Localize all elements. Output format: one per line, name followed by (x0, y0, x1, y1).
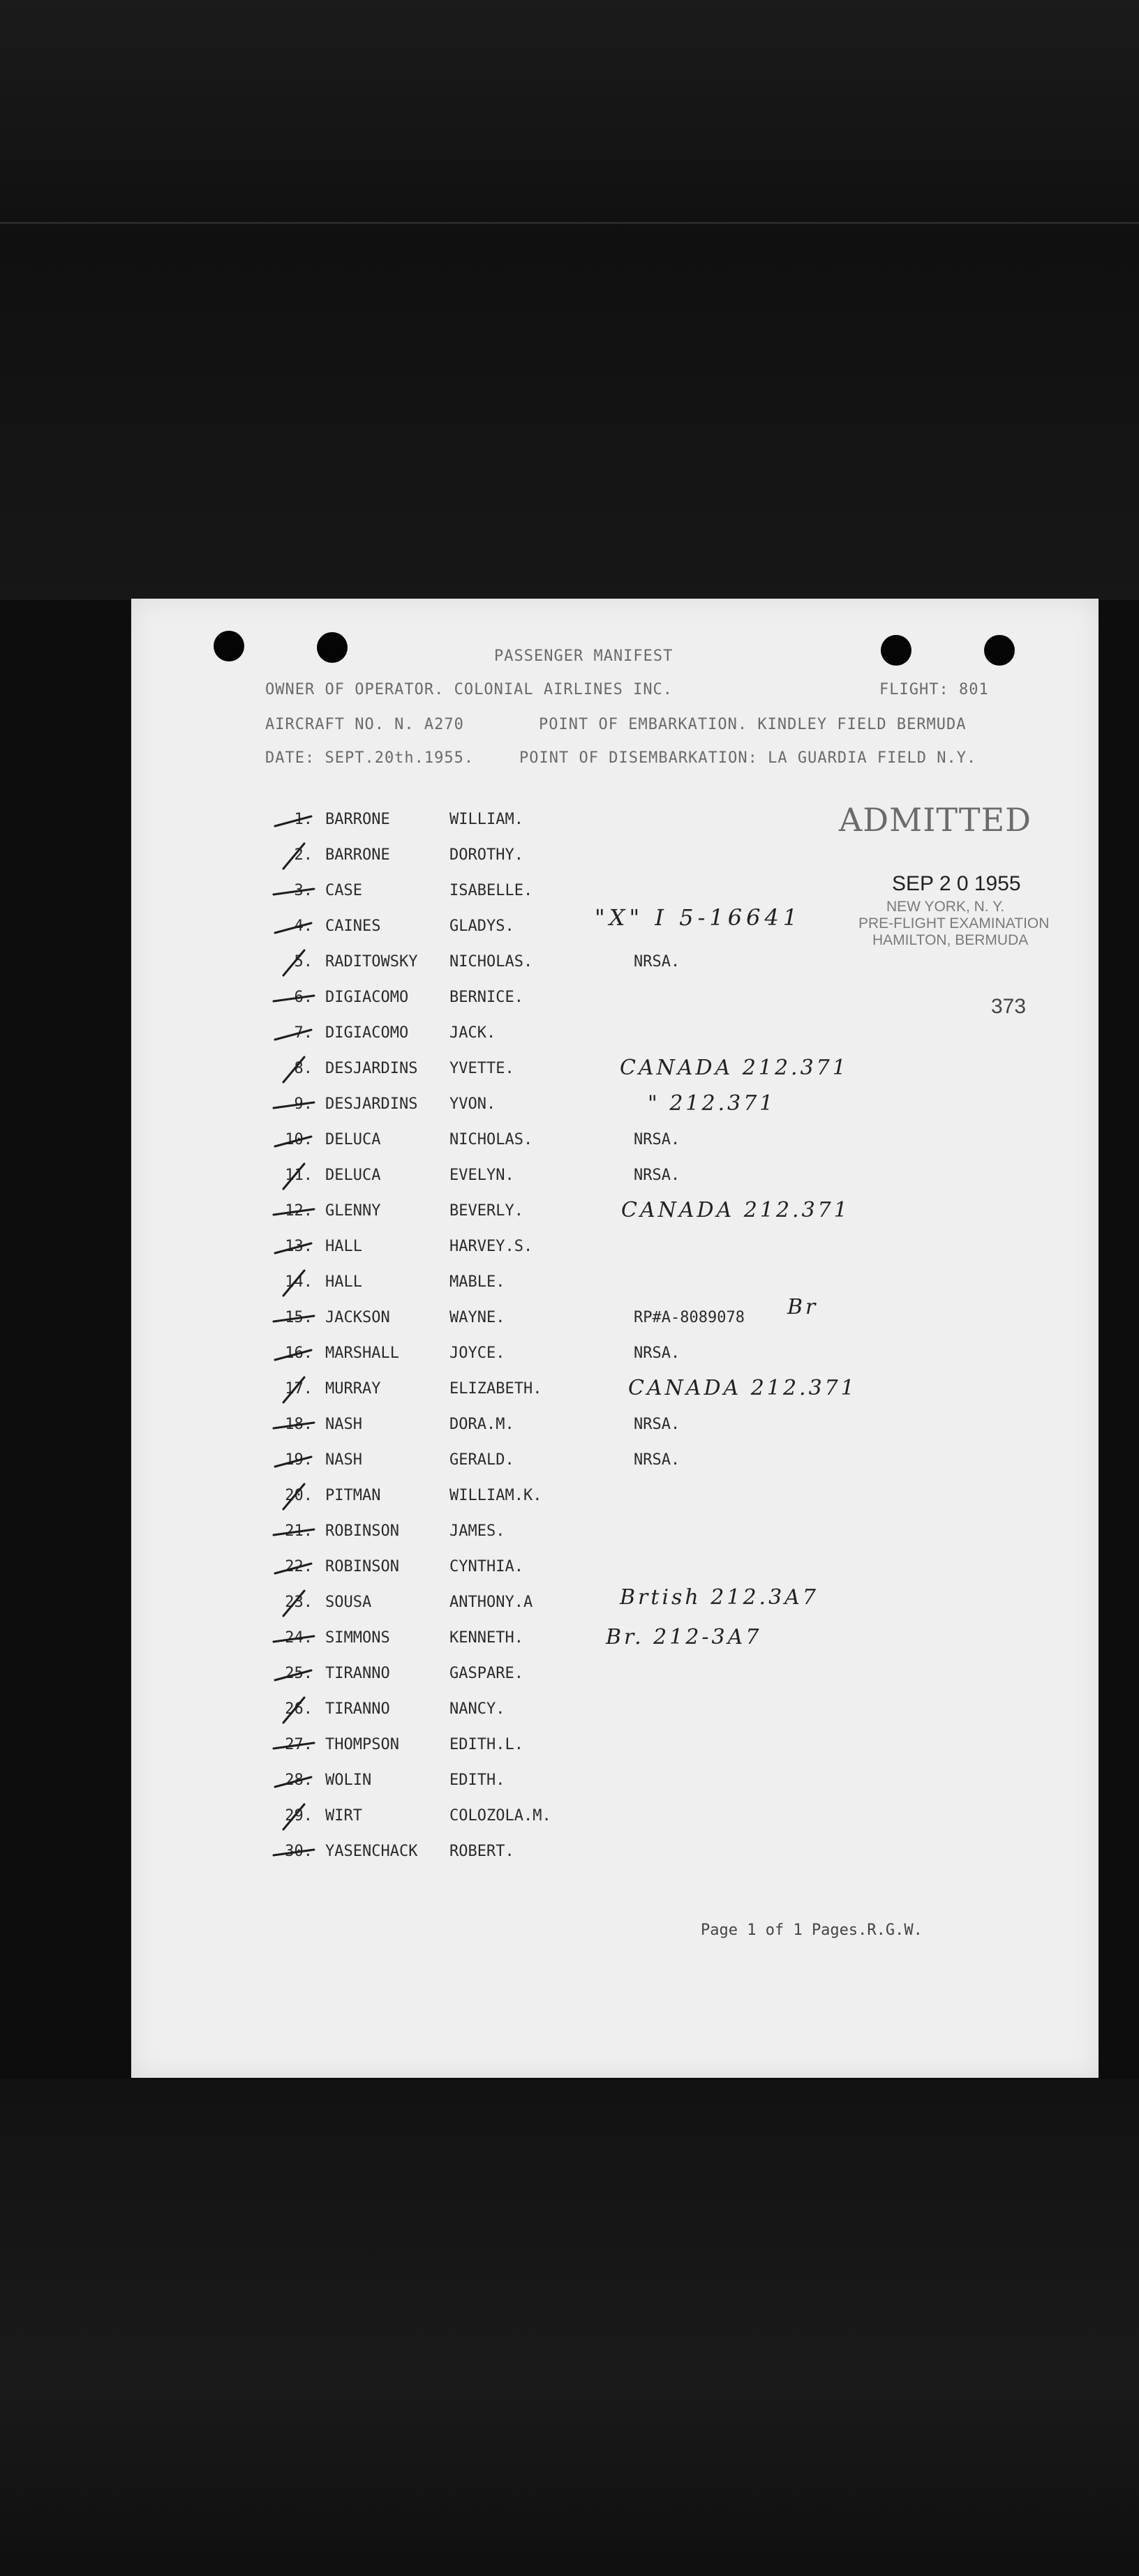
passenger-row (131, 1091, 1099, 1119)
passenger-number: 27. (285, 1736, 313, 1753)
passenger-row (131, 1585, 1099, 1617)
check-slash-mark (269, 1090, 318, 1121)
passenger-note: NRSA. (634, 1416, 680, 1433)
passenger-note: NRSA. (634, 1345, 680, 1362)
passenger-given-name: GASPARE. (449, 1665, 523, 1682)
handwritten-note: Brtish 212.3A7 (620, 1585, 819, 1610)
passenger-row (131, 1411, 1099, 1439)
passenger-given-name: WILLIAM. (449, 811, 523, 828)
date-line: DATE: SEPT.20th.1955. (265, 749, 475, 767)
passenger-given-name: JACK. (449, 1024, 496, 1042)
passenger-row (131, 1198, 1099, 1226)
passenger-number: 25. (285, 1665, 313, 1682)
manifest-page (131, 599, 1099, 2078)
passenger-number: 10. (285, 1131, 313, 1148)
check-slash-mark (269, 948, 318, 978)
passenger-surname: WOLIN (325, 1772, 372, 1789)
check-slash-mark (269, 1410, 318, 1441)
passenger-row (131, 1696, 1099, 1724)
passenger-row (131, 1056, 1099, 1084)
passenger-row (131, 1447, 1099, 1475)
passenger-row (131, 1376, 1099, 1404)
disembarkation-line: POINT OF DISEMBARKATION: LA GUARDIA FIELD N.Y. (519, 749, 977, 767)
aircraft-line: AIRCRAFT NO. N. A270 (265, 716, 464, 733)
passenger-number: 21. (285, 1522, 313, 1540)
passenger-given-name: WAYNE. (449, 1309, 505, 1326)
passenger-surname: DIGIACOMO (325, 1024, 409, 1042)
check-slash-mark (269, 1766, 318, 1797)
passenger-surname: GLENNY (325, 1202, 381, 1220)
passenger-row (131, 1732, 1099, 1760)
passenger-given-name: MABLE. (449, 1273, 505, 1291)
passenger-note: NRSA. (634, 1167, 680, 1184)
check-slash-mark (269, 876, 318, 907)
passenger-row (131, 1661, 1099, 1688)
check-slash-mark (269, 1659, 318, 1690)
punch-hole (881, 635, 911, 666)
passenger-surname: SOUSA (325, 1594, 372, 1611)
film-band-bottom (0, 2079, 1139, 2576)
stamp-date: SEP 2 0 1955 (892, 872, 1021, 895)
passenger-surname: CAINES (325, 918, 381, 935)
check-slash-mark (269, 983, 318, 1014)
passenger-given-name: YVON. (449, 1095, 496, 1113)
passenger-surname: NASH (325, 1416, 362, 1433)
check-slash-mark (269, 912, 318, 943)
passenger-number: 7. (294, 1024, 313, 1042)
passenger-given-name: EDITH.L. (449, 1736, 523, 1753)
passenger-surname: PITMAN (325, 1487, 381, 1504)
punch-hole (317, 632, 348, 663)
passenger-surname: TIRANNO (325, 1700, 390, 1718)
check-slash-mark (269, 1019, 318, 1049)
passenger-row (131, 1295, 1099, 1333)
passenger-given-name: EVELYN. (449, 1167, 514, 1184)
passenger-number: 4. (294, 918, 313, 935)
passenger-row (131, 1020, 1099, 1048)
passenger-number: 28. (285, 1772, 313, 1789)
passenger-number: 6. (294, 989, 313, 1006)
passenger-surname: ROBINSON (325, 1558, 399, 1575)
passenger-number: 9. (294, 1095, 313, 1113)
passenger-surname: YASENCHACK (325, 1843, 418, 1860)
passenger-number: 19. (285, 1451, 313, 1469)
passenger-row (131, 1554, 1099, 1582)
handwritten-annotation: "X" I 5-16641 (595, 904, 802, 931)
check-slash-mark (269, 1161, 318, 1192)
passenger-surname: DESJARDINS (325, 1060, 418, 1077)
stamp-location: NEW YORK, N. Y. (886, 899, 1005, 915)
passenger-surname: THOMPSON (325, 1736, 399, 1753)
passenger-row (131, 984, 1099, 1012)
passenger-surname: HALL (325, 1273, 362, 1291)
passenger-given-name: BEVERLY. (449, 1202, 523, 1220)
passenger-row (131, 1234, 1099, 1261)
check-slash-mark (269, 1339, 318, 1370)
passenger-given-name: EDITH. (449, 1772, 505, 1789)
passenger-given-name: JAMES. (449, 1522, 505, 1540)
passenger-given-name: DORA.M. (449, 1416, 514, 1433)
owner-line: OWNER OF OPERATOR. COLONIAL AIRLINES INC. (265, 681, 673, 698)
check-slash-mark (269, 841, 318, 871)
page-footer: Page 1 of 1 Pages.R.G.W. (701, 1922, 923, 1939)
passenger-row (131, 1340, 1099, 1368)
passenger-row (131, 1803, 1099, 1831)
passenger-row (131, 1483, 1099, 1511)
passenger-number: 8. (294, 1060, 313, 1077)
passenger-surname: MARSHALL (325, 1345, 399, 1362)
stamp-exam: PRE-FLIGHT EXAMINATION (858, 915, 1050, 931)
passenger-row (131, 1518, 1099, 1546)
passenger-given-name: GLADYS. (449, 918, 514, 935)
passenger-given-name: NICHOLAS. (449, 1131, 533, 1148)
passenger-note: RP#A-8089078 (634, 1309, 745, 1326)
handwritten-note: Br (787, 1295, 819, 1319)
film-divider (0, 222, 1139, 224)
passenger-surname: HALL (325, 1238, 362, 1255)
punch-hole (984, 635, 1015, 666)
passenger-row (131, 1127, 1099, 1155)
check-slash-mark (269, 1125, 318, 1156)
passenger-number: 5. (294, 953, 313, 971)
passenger-number: 18. (285, 1416, 313, 1433)
passenger-number: 11. (285, 1167, 313, 1184)
passenger-given-name: HARVEY.S. (449, 1238, 533, 1255)
flight-number: FLIGHT: 801 (879, 681, 989, 698)
passenger-given-name: KENNETH. (449, 1629, 523, 1647)
passenger-surname: DESJARDINS (325, 1095, 418, 1113)
handwritten-note: CANADA 212.371 (628, 1376, 857, 1400)
passenger-number: 20. (285, 1487, 313, 1504)
passenger-number: 22. (285, 1558, 313, 1575)
check-slash-mark (269, 1375, 318, 1405)
passenger-number: 15. (285, 1309, 313, 1326)
check-slash-mark (269, 1624, 318, 1654)
passenger-number: 26. (285, 1700, 313, 1718)
passenger-number: 2. (294, 846, 313, 864)
check-slash-mark (269, 1695, 318, 1725)
handwritten-note: CANADA 212.371 (621, 1198, 850, 1222)
passenger-given-name: ROBERT. (449, 1843, 514, 1860)
passenger-given-name: NICHOLAS. (449, 953, 533, 971)
passenger-note: NRSA. (634, 1131, 680, 1148)
passenger-number: 13. (285, 1238, 313, 1255)
check-slash-mark (269, 1446, 318, 1476)
passenger-given-name: JOYCE. (449, 1345, 505, 1362)
passenger-note: NRSA. (634, 1451, 680, 1469)
folio-number: 373 (991, 995, 1027, 1018)
manifest-title: PASSENGER MANIFEST (494, 647, 673, 665)
passenger-surname: NASH (325, 1451, 362, 1469)
check-slash-mark (269, 1481, 318, 1512)
passenger-surname: JACKSON (325, 1309, 390, 1326)
passenger-row (131, 807, 1099, 834)
handwritten-note: CANADA 212.371 (620, 1056, 849, 1080)
passenger-number: 30. (285, 1843, 313, 1860)
check-slash-mark (269, 1517, 318, 1548)
check-slash-mark (269, 1303, 318, 1334)
check-slash-mark (269, 1232, 318, 1263)
passenger-given-name: ANTHONY.A (449, 1594, 533, 1611)
passenger-row (131, 1269, 1099, 1297)
passenger-surname: DELUCA (325, 1167, 381, 1184)
passenger-surname: DIGIACOMO (325, 989, 409, 1006)
passenger-given-name: BERNICE. (449, 989, 523, 1006)
passenger-surname: WIRT (325, 1807, 362, 1825)
passenger-given-name: DOROTHY. (449, 846, 523, 864)
film-band-top (0, 0, 1139, 600)
passenger-row (131, 949, 1099, 977)
passenger-given-name: YVETTE. (449, 1060, 514, 1077)
passenger-number: 12. (285, 1202, 313, 1220)
check-slash-mark (269, 1054, 318, 1085)
passenger-given-name: WILLIAM.K. (449, 1487, 542, 1504)
passenger-row (131, 1625, 1099, 1653)
passenger-number: 14. (285, 1273, 313, 1291)
stamp-city: HAMILTON, BERMUDA (872, 932, 1029, 948)
passenger-given-name: GERALD. (449, 1451, 514, 1469)
passenger-surname: DELUCA (325, 1131, 381, 1148)
passenger-row (131, 1162, 1099, 1190)
check-slash-mark (269, 1588, 318, 1619)
passenger-surname: ROBINSON (325, 1522, 399, 1540)
check-slash-mark (269, 1197, 318, 1227)
check-slash-mark (269, 805, 318, 836)
passenger-number: 17. (285, 1380, 313, 1398)
passenger-given-name: COLOZOLA.M. (449, 1807, 551, 1825)
handwritten-note: Br. 212-3A7 (606, 1625, 762, 1649)
passenger-given-name: NANCY. (449, 1700, 505, 1718)
check-slash-mark (269, 1837, 318, 1868)
passenger-surname: BARRONE (325, 811, 390, 828)
passenger-number: 16. (285, 1345, 313, 1362)
passenger-number: 29. (285, 1807, 313, 1825)
passenger-surname: CASE (325, 882, 362, 899)
embarkation-line: POINT OF EMBARKATION. KINDLEY FIELD BERMUDA (539, 716, 967, 733)
check-slash-mark (269, 1268, 318, 1298)
passenger-number: 3. (294, 882, 313, 899)
passenger-row (131, 1839, 1099, 1866)
punch-hole (214, 631, 244, 661)
passenger-surname: RADITOWSKY (325, 953, 418, 971)
passenger-surname: SIMMONS (325, 1629, 390, 1647)
passenger-number: 24. (285, 1629, 313, 1647)
check-slash-mark (269, 1552, 318, 1583)
passenger-given-name: ISABELLE. (449, 882, 533, 899)
passenger-row (131, 878, 1099, 906)
passenger-given-name: ELIZABETH. (449, 1380, 542, 1398)
passenger-surname: TIRANNO (325, 1665, 390, 1682)
passenger-number: 23. (285, 1594, 313, 1611)
check-slash-mark (269, 1730, 318, 1761)
check-slash-mark (269, 1802, 318, 1832)
passenger-number: 1. (294, 811, 313, 828)
passenger-surname: BARRONE (325, 846, 390, 864)
admitted-stamp: ADMITTED (839, 801, 1032, 839)
passenger-row (131, 913, 1099, 941)
passenger-given-name: CYNTHIA. (449, 1558, 523, 1575)
passenger-row (131, 1767, 1099, 1795)
handwritten-note: " 212.371 (648, 1091, 776, 1116)
passenger-note: NRSA. (634, 953, 680, 971)
passenger-row (131, 842, 1099, 870)
passenger-surname: MURRAY (325, 1380, 381, 1398)
